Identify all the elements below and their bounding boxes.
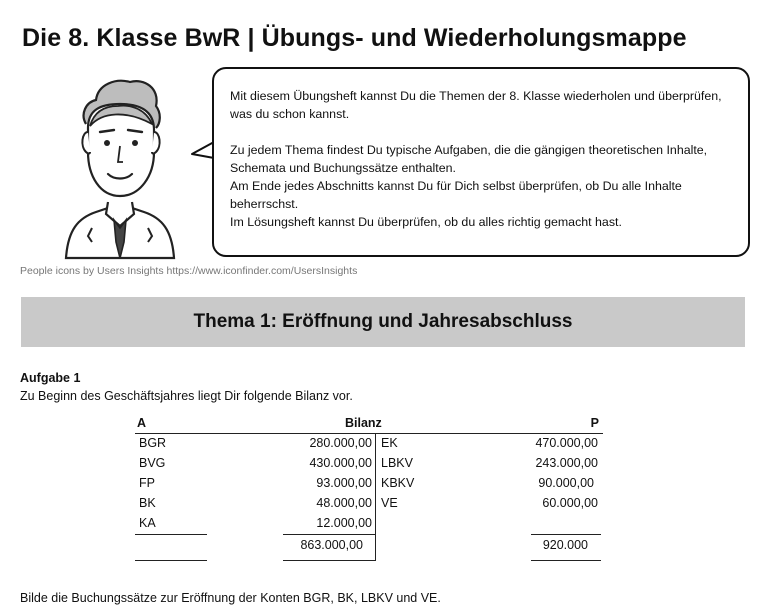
speech-bubble [212,67,750,257]
bilanz-divider [375,433,376,561]
bilanz-aktiva-value: 12.000,00 [316,516,372,530]
speech-text: Mit diesem Übungsheft kannst Du die Themen der 8. Klasse wiederholen und überprüfen, was du schon kannst. [230,89,722,121]
bilanz-passiva-value: 90.000,00 [538,476,594,490]
bilanz-bottom-rule [283,560,375,561]
bilanz-passiva-value: 243.000,00 [535,456,598,470]
bilanz-passiva-value: 60.000,00 [542,496,598,510]
bilanz-aktiva-label: FP [139,476,155,490]
bilanz-aktiva-sum: 863.000,00 [300,538,363,552]
icon-credit: People icons by Users Insights https://www.iconfinder.com/UsersInsights [20,265,358,277]
bilanz-aktiva-label: BVG [139,456,166,470]
bilanz-passiva-label: VE [381,496,398,510]
bilanz-passiva-label: KBKV [381,476,415,490]
page-title: Die 8. Klasse BwR | Übungs- und Wiederholungsmappe [22,24,687,52]
bilanz-sum-rule [283,534,375,535]
speech-text: Am Ende jedes Abschnitts kannst Du für Dich selbst überprüfen, ob Du alle Inhalte beherrschst. [230,179,682,211]
bilanz-passiva-header: P [590,416,599,430]
task-instruction: Bilde die Buchungssätze zur Eröffnung der Konten BGR, BK, LBKV und VE. [20,591,441,605]
bilanz-passiva-label: LBKV [381,456,413,470]
bilanz-title: Bilanz [345,416,382,430]
topic-heading: Thema 1: Eröffnung und Jahresabschluss [21,297,745,347]
bilanz-aktiva-header: A [137,416,147,430]
bilanz-table [135,414,605,564]
bilanz-passiva-label: EK [381,436,398,450]
bilanz-passiva-sum: 920.000 [542,538,588,552]
bilanz-aktiva-value: 48.000,00 [316,496,372,510]
bilanz-passiva-value: 470.000,00 [535,436,598,450]
task-title: Aufgabe 1 [20,371,81,385]
bilanz-aktiva-label: KA [139,516,156,530]
bilanz-top-rule [135,433,603,434]
bilanz-aktiva-value: 430.000,00 [309,456,372,470]
bilanz-sum-rule [135,534,207,535]
bilanz-aktiva-value: 93.000,00 [316,476,372,490]
speech-text: Im Lösungsheft kannst Du überprüfen, ob du alles richtig gemacht hast. [230,215,622,229]
bilanz-aktiva-value: 280.000,00 [309,436,372,450]
speech-text: Zu jedem Thema findest Du typische Aufgaben, die die gängigen theoretischen Inhalte, Schemata und Buchungssätze enthalten. [230,143,708,175]
bilanz-sum-rule [531,534,601,535]
bilanz-aktiva-label: BGR [139,436,167,450]
bilanz-bottom-rule [531,560,601,561]
task-intro: Zu Beginn des Geschäftsjahres liegt Dir folgende Bilanz vor. [20,389,353,403]
bilanz-bottom-rule [135,560,207,561]
businessman-icon [56,70,184,260]
bilanz-aktiva-label: BK [139,496,156,510]
